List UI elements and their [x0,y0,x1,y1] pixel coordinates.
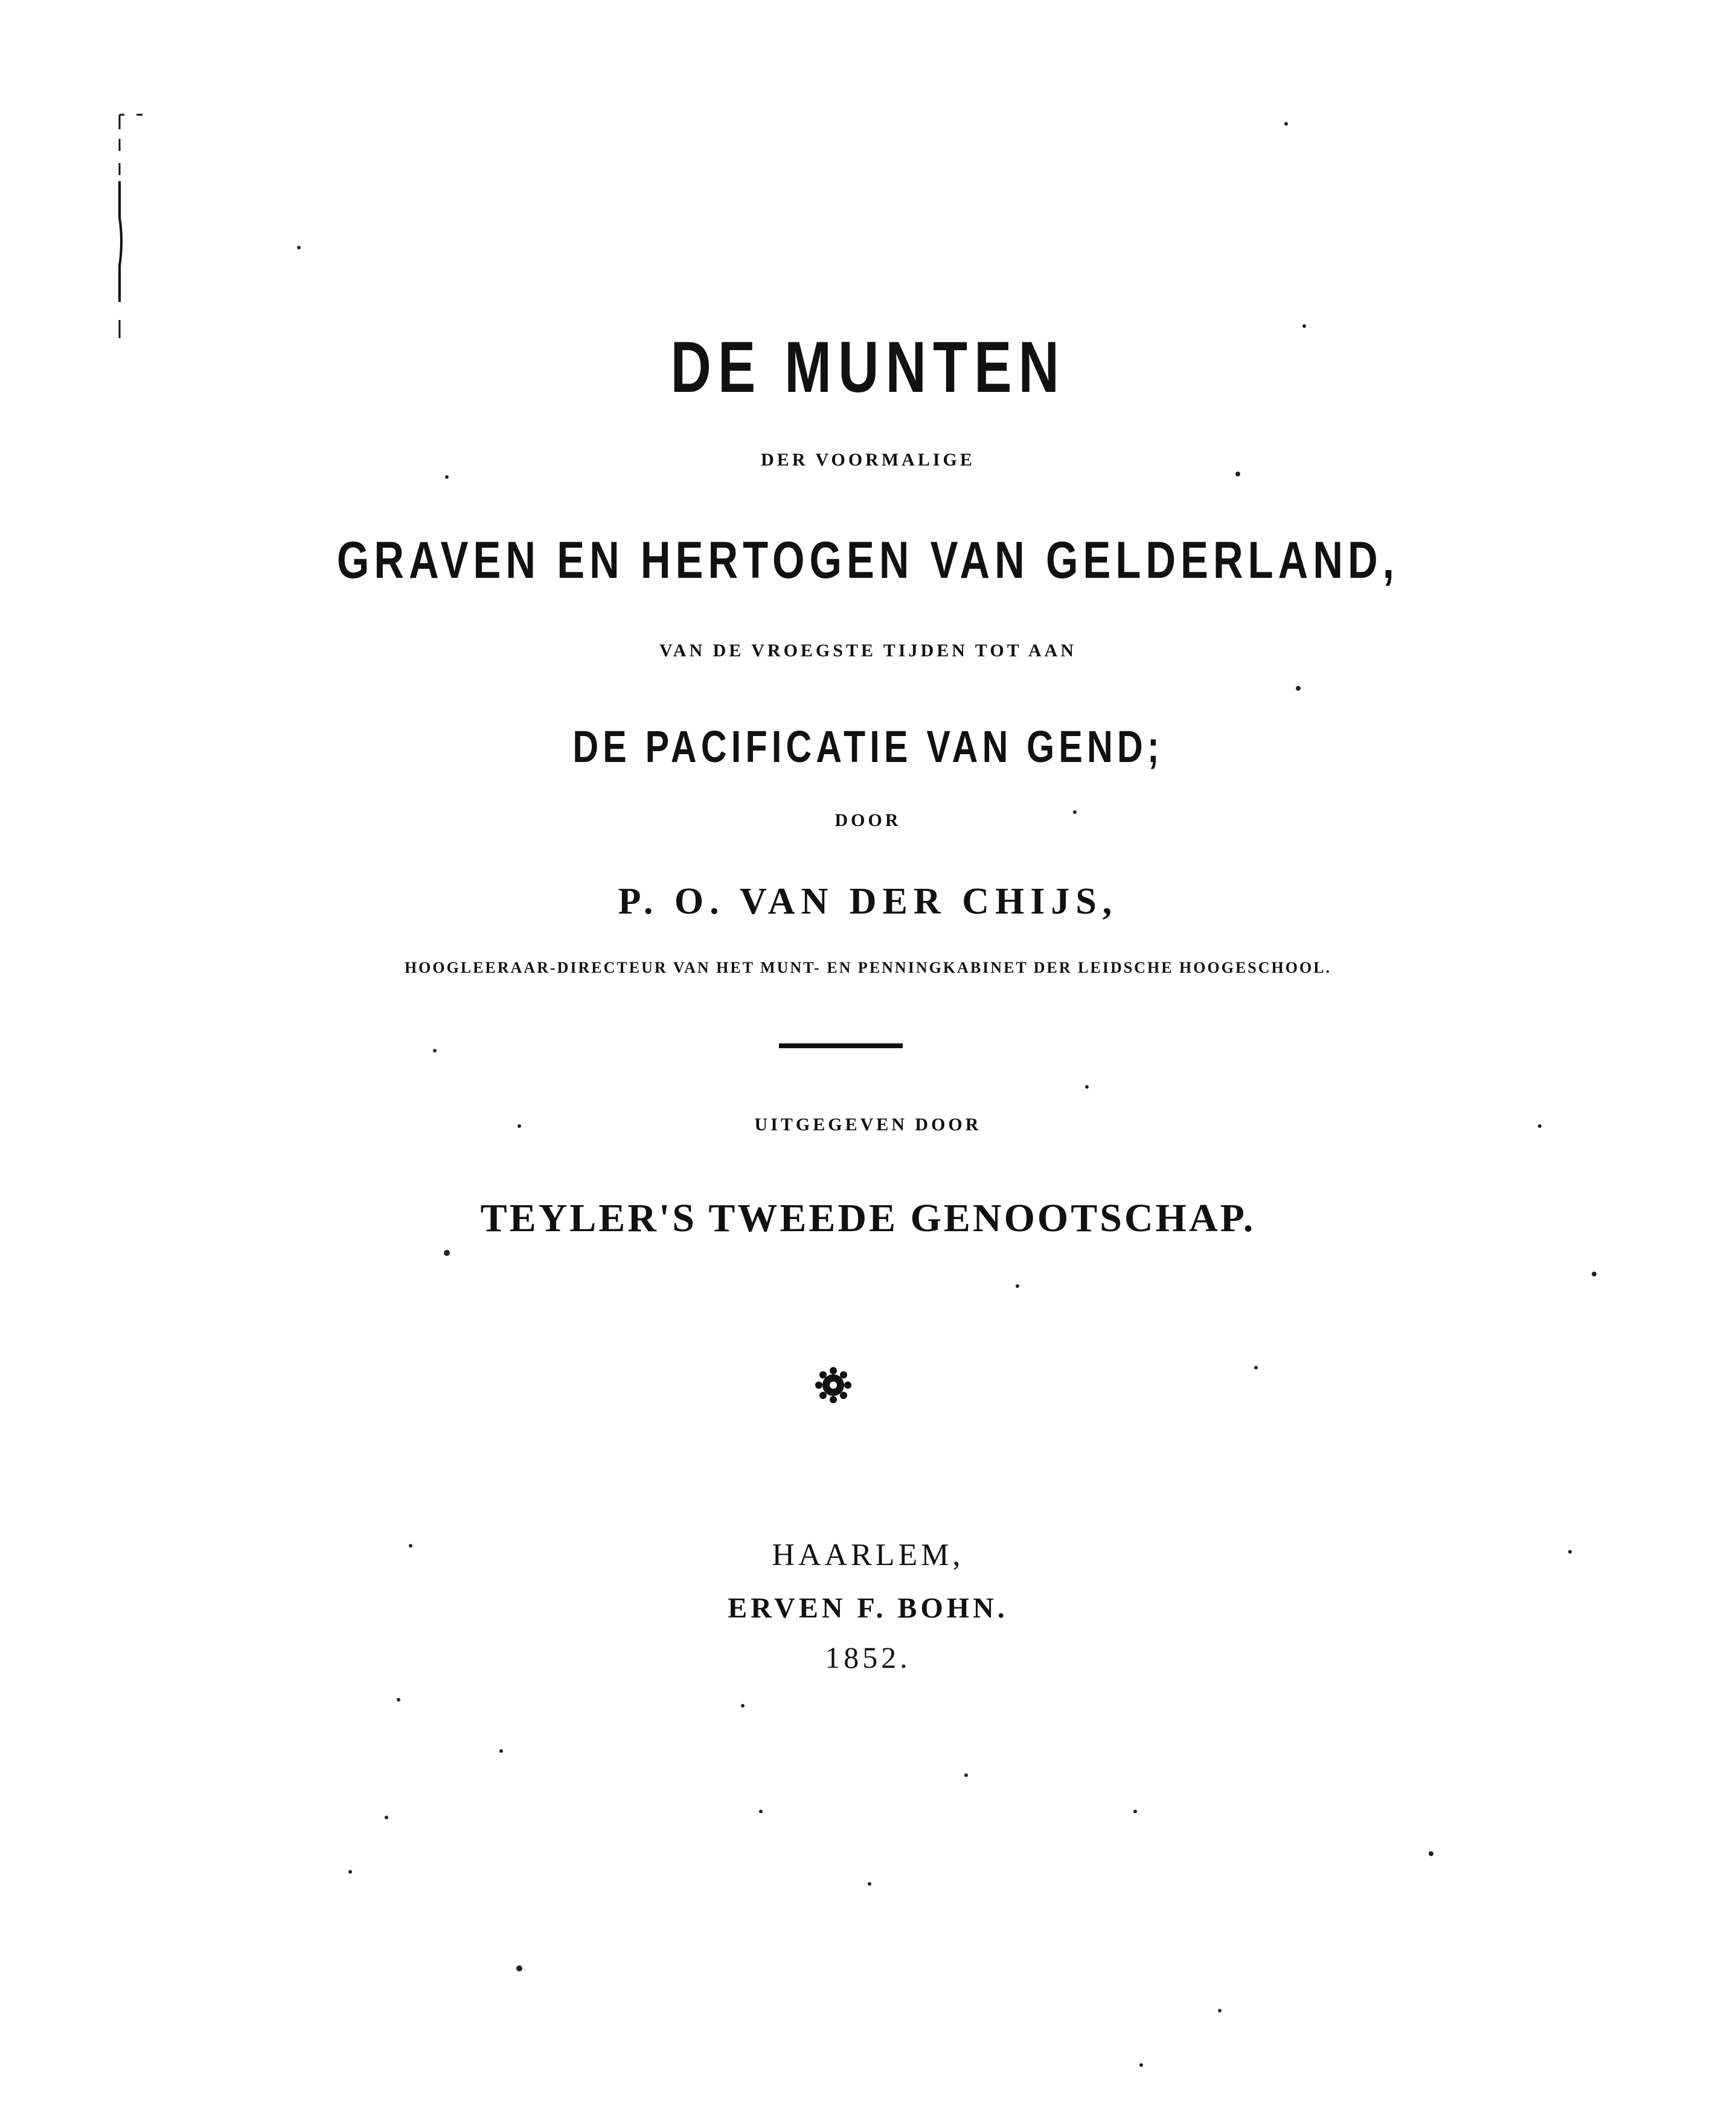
book-event: DE PACIFICATIE VAN GEND; [572,722,1164,772]
by-label: DOOR [834,810,902,830]
subtitle-period: VAN DE VROEGSTE TIJDEN TOT AAN [659,641,1077,661]
imprint-publisher: ERVEN F. BOHN. [728,1592,1008,1624]
book-subject: GRAVEN EN HERTOGEN VAN GELDERLAND, [337,531,1399,589]
published-by-label: UITGEGEVEN DOOR [754,1115,982,1135]
margin-scan-marks [115,103,151,356]
imprint-city: HAARLEM, [772,1538,964,1572]
rosette-ornament-icon [814,1366,853,1404]
book-title: DE MUNTEN [670,327,1066,408]
author-credentials: HOOGLEERAAR-DIRECTEUR VAN HET MUNT- EN PENNINGKABINET DER LEIDSCHE HOOGESCHOOL. [404,959,1332,976]
publishing-society: TEYLER'S TWEEDE GENOOTSCHAP. [480,1196,1256,1240]
divider-rule [779,1043,903,1048]
imprint-year: 1852. [825,1641,911,1674]
author-name: P. O. VAN DER CHIJS, [618,881,1118,922]
subtitle-der-voormalige: DER VOORMALIGE [761,450,975,470]
